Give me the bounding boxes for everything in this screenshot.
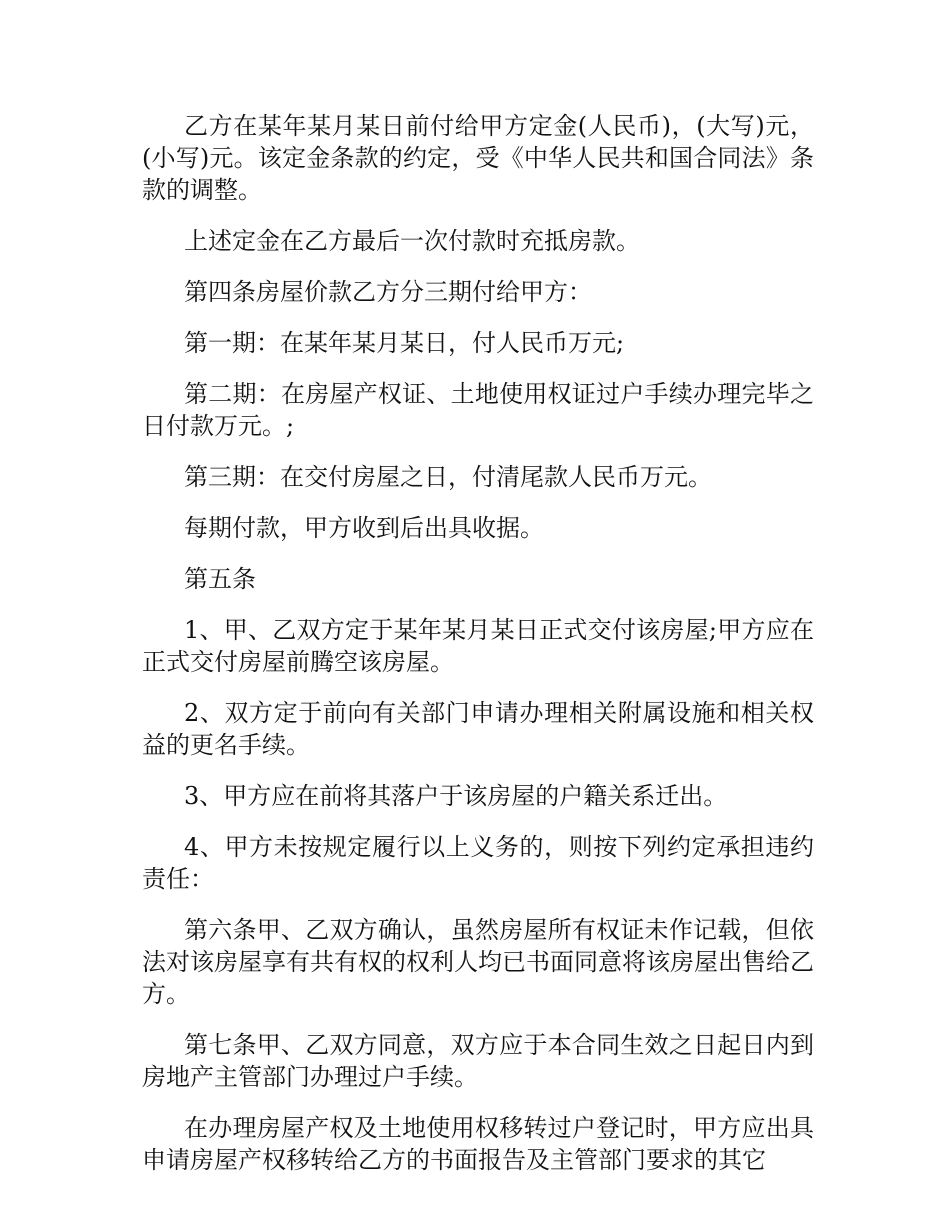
paragraph-installment-2: 第二期：在房屋产权证、土地使用权证过户手续办理完毕之日付款万元。; [142, 380, 814, 440]
paragraph-deposit-terms: 乙方在某年某月某日前付给甲方定金(人民币)，(大写)元，(小写)元。该定金条款的约定，受《中华人民共和国合同法》条款的调整。 [142, 112, 814, 204]
paragraph-article-5-heading: 第五条 [184, 565, 256, 593]
paragraph-installment-3: 第三期：在交付房屋之日，付清尾款人民币万元。 [184, 463, 712, 491]
paragraph-article-5-item-3: 3、甲方应在前将其落户于该房屋的户籍关系迁出。 [184, 782, 728, 810]
paragraph-article-6: 第六条甲、乙双方确认，虽然房屋所有权证未作记载，但依法对该房屋享有共有权的权利人均已书面同意将该房屋出售给乙方。 [142, 916, 814, 1008]
document-body [142, 110, 814, 1195]
paragraph-deposit-offset: 上述定金在乙方最后一次付款时充抵房款。 [184, 227, 640, 255]
paragraph-article-5-item-2: 2、双方定于前向有关部门申请办理相关附属设施和相关权益的更名手续。 [142, 699, 814, 759]
paragraph-installment-1: 第一期：在某年某月某日，付人民币万元; [184, 329, 625, 357]
paragraph-article-5-item-4: 4、甲方未按规定履行以上义务的，则按下列约定承担违约责任： [142, 833, 814, 893]
paragraph-article-4-heading: 第四条房屋价款乙方分三期付给甲方： [184, 278, 592, 306]
paragraph-article-7: 第七条甲、乙双方同意，双方应于本合同生效之日起日内到房地产主管部门办理过户手续。 [142, 1031, 814, 1091]
paragraph-article-5-item-1: 1、甲、乙双方定于某年某月某日正式交付该房屋;甲方应在正式交付房屋前腾空该房屋。 [142, 616, 814, 676]
paragraph-receipt: 每期付款，甲方收到后出具收据。 [184, 514, 544, 542]
paragraph-transfer-registration: 在办理房屋产权及土地使用权移转过户登记时，甲方应出具申请房屋产权移转给乙方的书面报告及主管部门要求的其它 [142, 1114, 814, 1174]
